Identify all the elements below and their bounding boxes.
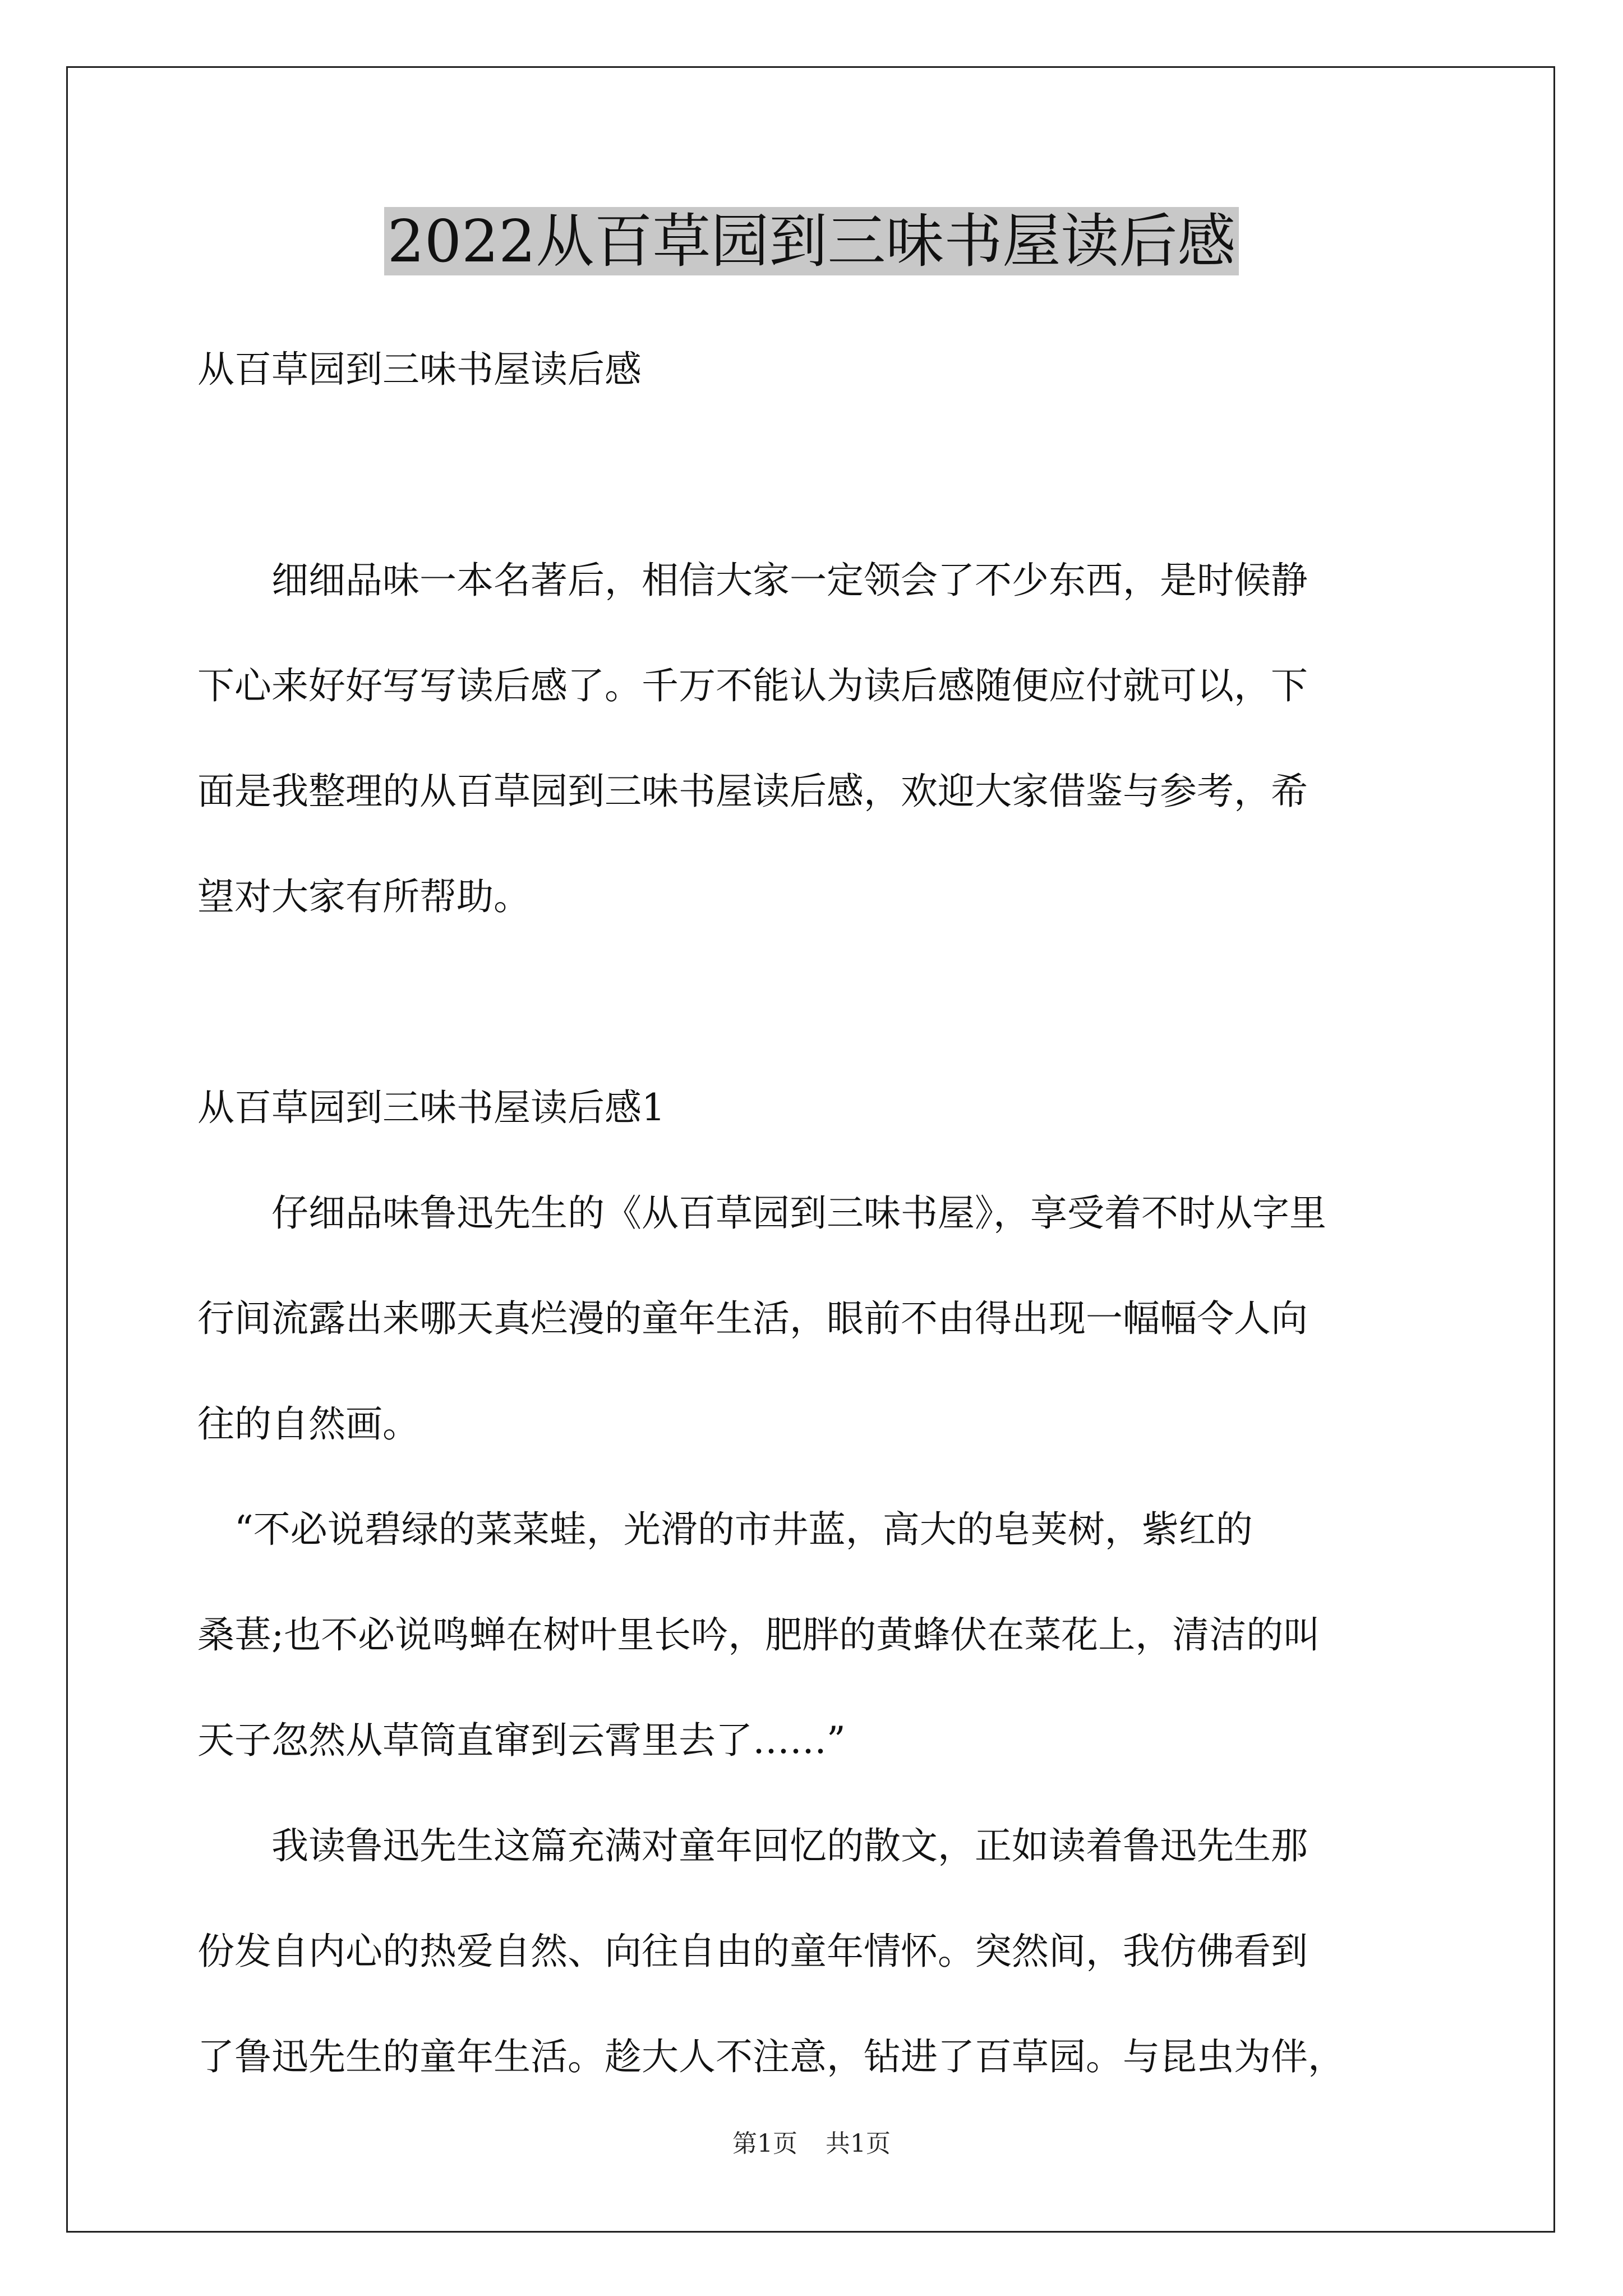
page-footer [0, 2123, 1623, 2159]
document-title [0, 202, 1623, 280]
document-body [197, 317, 1431, 2110]
text-line: 往的自然画。 [197, 1402, 419, 1446]
text-line: 面是我整理的从百草园到三味书屋读后感，欢迎大家借鉴与参考，希 [197, 770, 1308, 813]
text-line: 下心来好好写写读后感了。千万不能认为读后感随便应付就可以，下 [197, 664, 1308, 707]
text-line: 从百草园到三味书屋读后感 [197, 348, 642, 391]
page-number: 第1页 [732, 2129, 797, 2158]
text-line [197, 950, 1431, 1055]
text-line: 细细品味一本名著后，相信大家一定领会了不少东西，是时候静 [197, 559, 1308, 602]
text-line: 天子忽然从草筒直窜到云霄里去了……” [197, 1719, 846, 1762]
text-line: 桑葚;也不必说鸣蝉在树叶里长吟，肥胖的黄蜂伏在菜花上，清洁的叫 [197, 1613, 1321, 1657]
text-line: 我读鲁迅先生这篇充满对童年回忆的散文，正如读着鲁迅先生那 [197, 1824, 1308, 1867]
title-text: 2022从百草园到三味书屋读后感 [384, 207, 1239, 275]
page-total: 共1页 [826, 2129, 891, 2158]
text-line: 了鲁迅先生的童年生活。趁大人不注意，钻进了百草园。与昆虫为伴， [197, 2035, 1345, 2078]
text-line: 从百草园到三味书屋读后感1 [197, 1086, 665, 1129]
text-line [197, 422, 1431, 528]
text-line: “不必说碧绿的菜菜蛙，光滑的市井蓝，高大的皂荚树，紫红的 [197, 1508, 1253, 1551]
text-line: 行间流露出来哪天真烂漫的童年生活，眼前不由得出现一幅幅令人向 [197, 1297, 1308, 1340]
text-line: 望对大家有所帮助。 [197, 875, 531, 918]
text-line: 仔细品味鲁迅先生的《从百草园到三味书屋》，享受着不时从字里 [197, 1191, 1326, 1235]
text-line: 份发自内心的热爱自然、向往自由的童年情怀。突然间，我仿佛看到 [197, 1930, 1308, 1973]
